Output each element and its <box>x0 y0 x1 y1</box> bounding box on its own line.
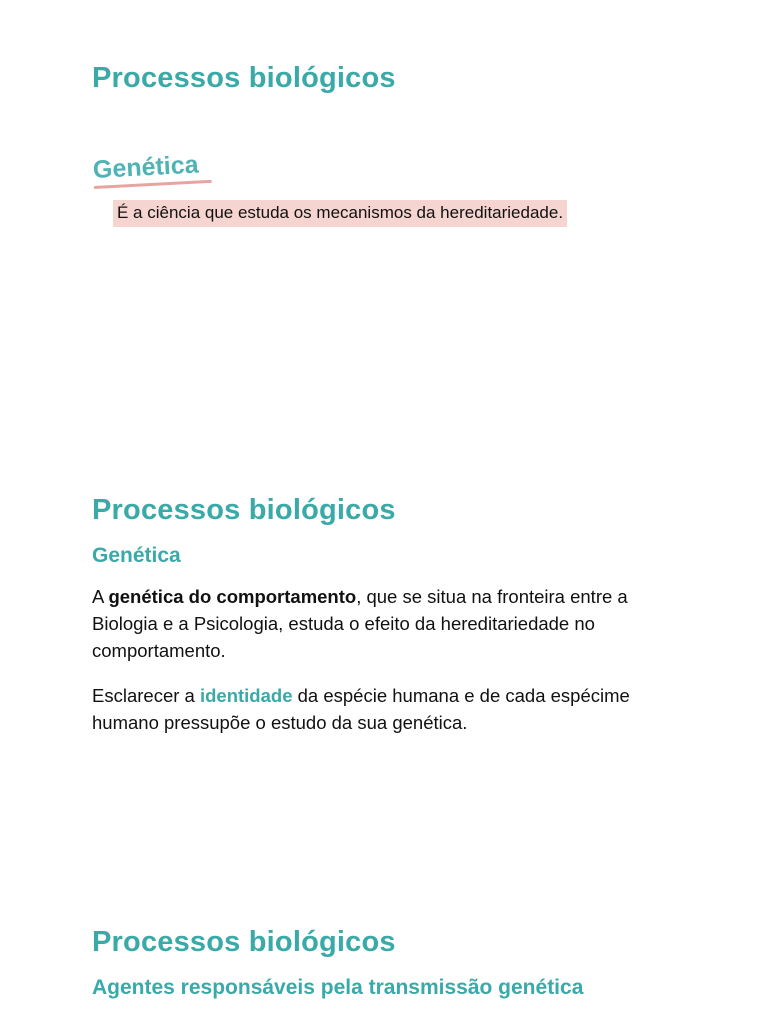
slide-title: Processos biológicos <box>92 494 396 526</box>
text: Esclarecer a <box>92 685 200 706</box>
slide-1 <box>0 0 768 300</box>
slide-2 <box>0 430 768 760</box>
slide-title: Processos biológicos <box>92 926 396 958</box>
definition-highlight: É a ciência que estuda os mecanismos da hereditariedade. <box>113 200 567 227</box>
bold-term: genética do comportamento <box>108 586 357 607</box>
slide-subtitle: Genética <box>92 150 200 185</box>
handwritten-subtitle <box>92 150 212 189</box>
text: , que se situa na fronteira entre a Biologia e a Psicologia, estuda o efeito da hereditariedade no comportamento. <box>92 586 628 661</box>
slide-title: Processos biológicos <box>92 62 396 94</box>
slide-subtitle: Agentes responsáveis pela transmissão genética <box>92 976 584 999</box>
paragraph-behavior-genetics <box>92 583 692 664</box>
paragraph-identity <box>92 682 692 736</box>
slide-3 <box>0 900 768 1024</box>
text: A <box>92 586 109 607</box>
accent-term: identidade <box>199 685 293 706</box>
slide-subtitle: Genética <box>92 544 181 567</box>
text: da espécie humana e de cada espécime humano pressupõe o estudo da sua genética. <box>92 685 630 733</box>
